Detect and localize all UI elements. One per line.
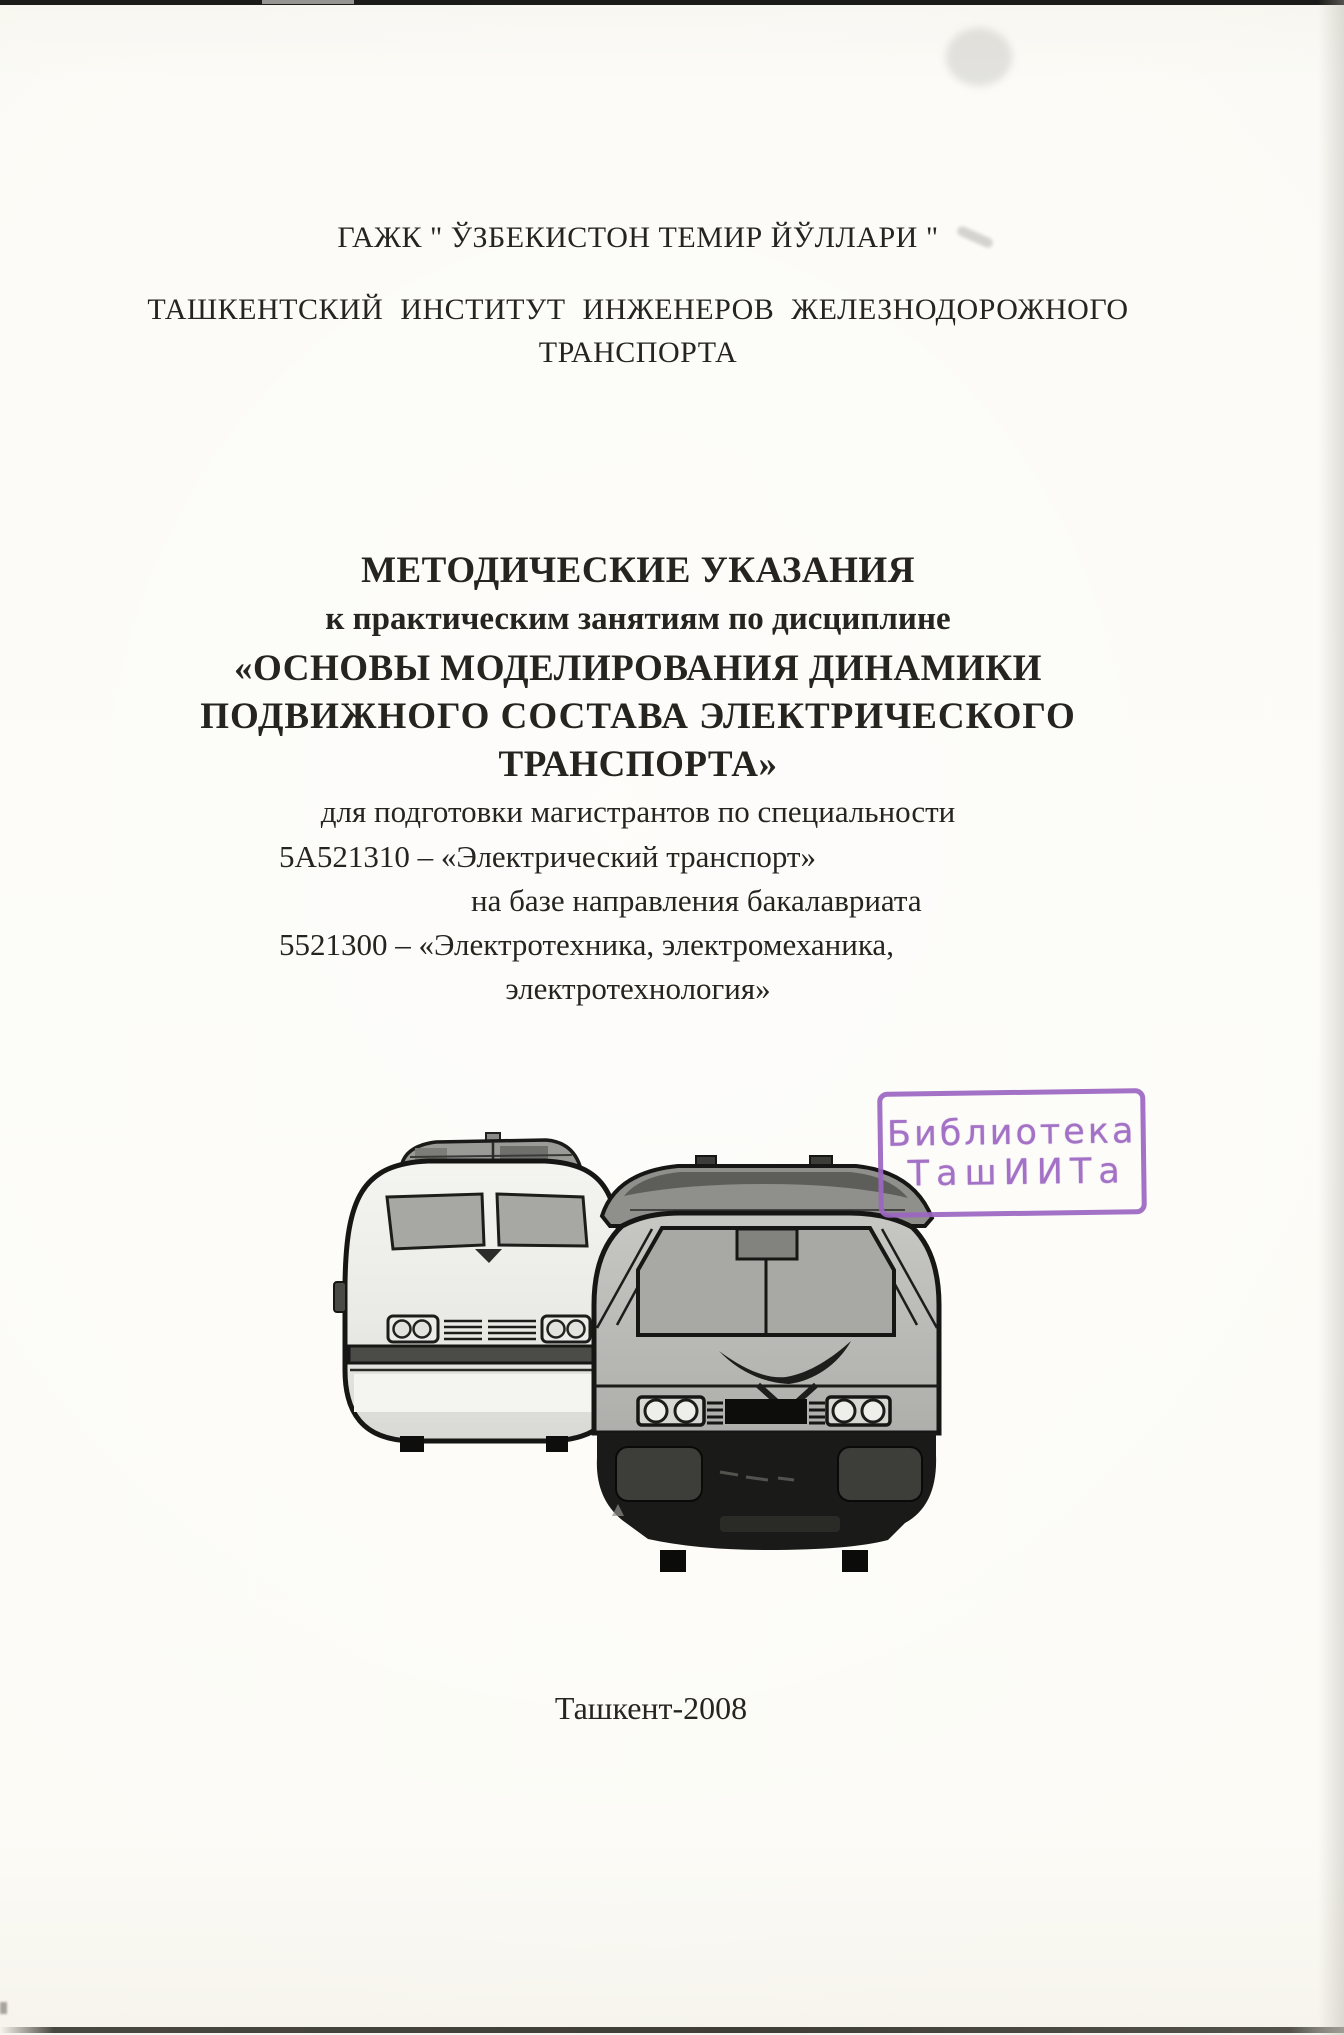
course-title-line1: «ОСНОВЫ МОДЕЛИРОВАНИЯ ДИНАМИКИ bbox=[234, 648, 1042, 689]
scan-edge-right bbox=[1318, 0, 1344, 2035]
left-train-icon bbox=[334, 1133, 621, 1452]
document-occasion: к практическим занятиям по дисциплине bbox=[325, 601, 951, 637]
audience-line5: электротехнология» bbox=[505, 971, 771, 1006]
library-stamp-line1: Библиотека bbox=[886, 1111, 1137, 1155]
institute-name-line1: ТАШКЕНТСКИЙ ИНСТИТУТ ИНЖЕНЕРОВ ЖЕЛЕЗНОДОРОЖНОГО bbox=[147, 293, 1129, 326]
scan-edge-top-gap bbox=[262, 0, 354, 4]
scan-edge-top bbox=[0, 0, 1344, 5]
library-stamp-line2: ТашИИТа bbox=[907, 1151, 1128, 1195]
audience-line1: для подготовки магистрантов по специальности bbox=[320, 794, 956, 829]
document-kind: МЕТОДИЧЕСКИЕ УКАЗАНИЯ bbox=[361, 550, 915, 591]
right-train-icon bbox=[594, 1156, 939, 1572]
audience-line2: 5А521310 – «Электрический транспорт» bbox=[279, 839, 816, 874]
scan-smudge bbox=[946, 28, 1012, 86]
institute-name-line2: ТРАНСПОРТА bbox=[538, 336, 738, 369]
course-title-line3: ТРАНСПОРТА» bbox=[498, 744, 778, 785]
company-name: ГАЖК " ЎЗБЕКИСТОН ТЕМИР ЙЎЛЛАРИ " bbox=[337, 221, 939, 254]
audience-line4: 5521300 – «Электротехника, электромеханика, bbox=[279, 927, 894, 962]
scan-edge-bottom bbox=[0, 2027, 1344, 2033]
library-stamp bbox=[877, 1088, 1147, 1218]
imprint-city-year: Ташкент-2008 bbox=[554, 1690, 748, 1726]
scan-smudge bbox=[0, 2002, 7, 2014]
course-title-line2: ПОДВИЖНОГО СОСТАВА ЭЛЕКТРИЧЕСКОГО bbox=[200, 696, 1076, 737]
audience-line3: на базе направления бакалавриата bbox=[471, 883, 922, 918]
